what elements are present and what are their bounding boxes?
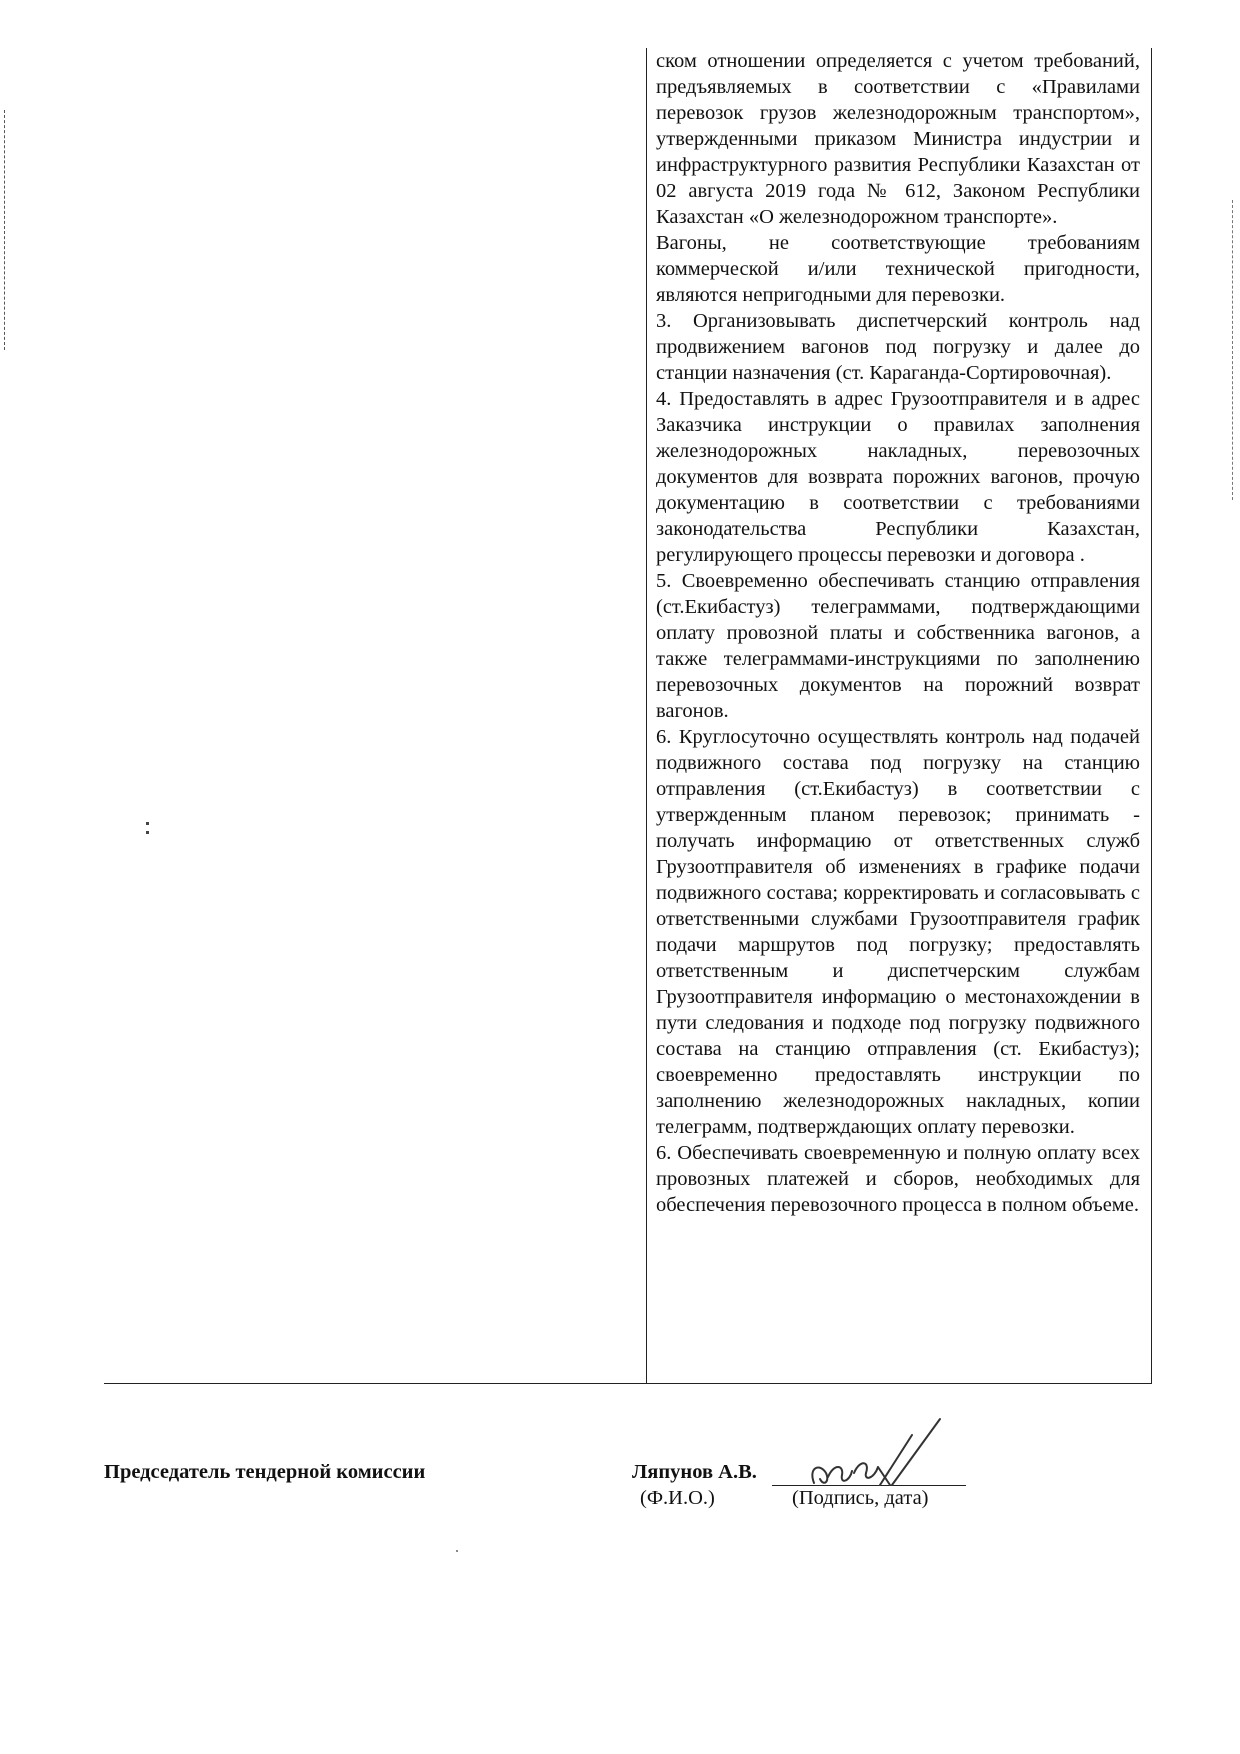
signature-caption: (Подпись, дата) — [792, 1487, 929, 1509]
paragraph-wagons: Вагоны, не соответствующие требованиям коммерческой и/или технической пригодности, являются непригодными для перевозки. — [656, 232, 1140, 306]
scan-speck — [146, 831, 149, 834]
paragraph-item-6: 6. Круглосуточно осуществлять контроль над подачей подвижного состава под погрузку на станцию отправления (ст.Екибастуз) в соответствии с утвержденным планом перевозок; принимать - получать информацию от ответственных служб Грузоотправителя об изменениях в графике подачи подвижного состава; корректировать и согласовывать с ответственными службами Грузоотправителя график подачи маршрутов под погрузку; предоставлять ответственным и диспетчерским службам Грузоотправителя информацию о местонахождении в пути следования и подходе под погрузку подвижного состава на станцию отправления (ст. Екибастуз); своевременно предоставлять инструкции по заполнению железнодорожных накладных, копии телеграмм, подтверждающих оплату перевозки. — [656, 726, 1140, 1138]
paragraph-item-6b: 6. Обеспечивать своевременную и полную оплату всех провозных платежей и сборов, необходимых для обеспечения перевозочного процесса в полном объеме. — [656, 1142, 1140, 1216]
handwritten-signature — [794, 1415, 954, 1495]
paragraph-item-4: 4. Предоставлять в адрес Грузоотправителя и в адрес Заказчика инструкции о правилах заполнения железнодорожных накладных, перевозочных документов для возврата порожних вагонов, прочую документацию в соответствии с требованиями законодательства Республики Казахстан, регулирующего процессы перевозки и договора . — [656, 388, 1140, 566]
paragraph-item-3: 3. Организовывать диспетчерский контроль над продвижением вагонов под погрузку и далее до станции назначения (ст. Караганда-Сортировочная). — [656, 310, 1140, 384]
table-left-column — [104, 48, 647, 1383]
signatory-name: Ляпунов А.В. — [632, 1461, 757, 1483]
scan-speck — [146, 822, 149, 825]
table-right-border — [1151, 48, 1152, 1383]
fio-caption: (Ф.И.О.) — [640, 1487, 715, 1509]
table-right-column — [656, 48, 1140, 1218]
paragraph-item-5: 5. Своевременно обеспечивать станцию отправления (ст.Екибастуз) телеграммами, подтверждающими оплату провозной платы и собственника вагонов, а также телеграммами-инструкциями по заполнению перевозочных документов на порожний возврат вагонов. — [656, 570, 1140, 722]
scan-edge-artifact — [4, 110, 6, 350]
chairman-title: Председатель тендерной комиссии — [104, 1461, 426, 1483]
paragraph-continuation: ском отношении определяется с учетом требований, предъявляемых в соответствии с «Правилами перевозок грузов железнодорожным транспортом», утвержденными приказом Министра индустрии и инфраструктурного развития Республики Казахстан от 02 августа 2019 года № 612, Законом Республики Казахстан «О железнодорожном транспорте». — [656, 50, 1140, 228]
scan-edge-artifact — [1232, 200, 1234, 500]
requirements-table — [104, 48, 1152, 1384]
scan-speck — [456, 1550, 458, 1552]
signature-block — [104, 1455, 1204, 1535]
